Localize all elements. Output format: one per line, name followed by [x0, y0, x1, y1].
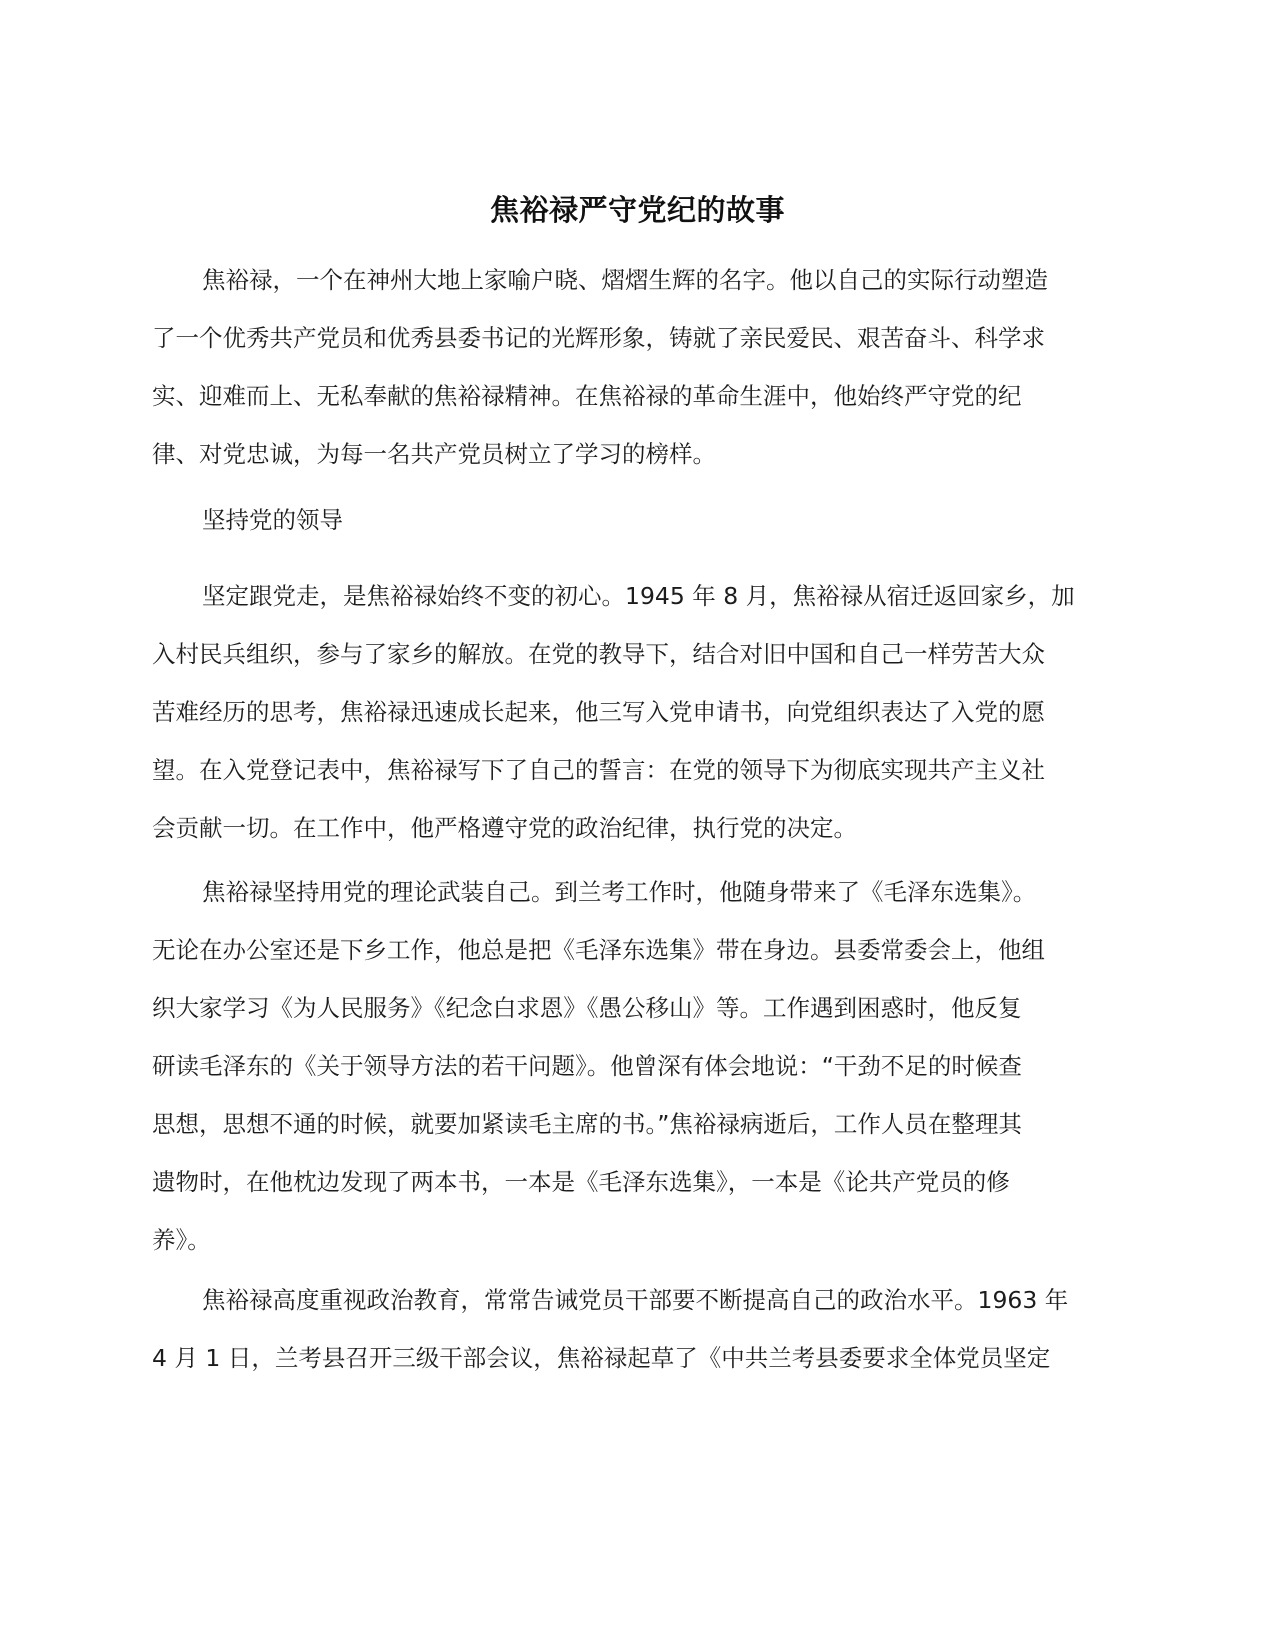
paragraph-line: 焦裕禄高度重视政治教育，常常告诫党员干部要不断提高自己的政治水平。1963 年 [202, 1286, 1069, 1314]
paragraph-line: 思想，思想不通的时候，就要加紧读毛主席的书。”焦裕禄病逝后，工作人员在整理其 [152, 1110, 1022, 1138]
paragraph-line: 实、迎难而上、无私奉献的焦裕禄精神。在焦裕禄的革命生涯中，他始终严守党的纪 [152, 382, 1022, 410]
paragraph-line: 望。在入党登记表中，焦裕禄写下了自己的誓言：在党的领导下为彻底实现共产主义社 [152, 756, 1045, 784]
paragraph-intro [152, 251, 1112, 483]
paragraph-line: 了一个优秀共产党员和优秀县委书记的光辉形象，铸就了亲民爱民、艰苦奋斗、科学求 [152, 324, 1045, 352]
paragraph-line: 焦裕禄坚持用党的理论武装自己。到兰考工作时，他随身带来了《毛泽东选集》。 [202, 878, 1037, 906]
paragraph-line: 研读毛泽东的《关于领导方法的若干问题》。他曾深有体会地说：“干劲不足的时候查 [152, 1052, 1022, 1080]
document-title: 焦裕禄严守党纪的故事 [489, 193, 785, 227]
paragraph-line: 织大家学习《为人民服务》《纪念白求恩》《愚公移山》等。工作遇到困惑时，他反复 [152, 994, 1022, 1022]
paragraph-line: 养》。 [152, 1226, 211, 1254]
paragraph-line: 4 月 1 日，兰考县召开三级干部会议，焦裕禄起草了《中共兰考县委要求全体党员坚定 [152, 1344, 1051, 1372]
paragraph-line: 坚定跟党走，是焦裕禄始终不变的初心。1945 年 8 月，焦裕禄从宿迁返回家乡，加 [202, 582, 1075, 610]
paragraph-line: 遗物时，在他枕边发现了两本书，一本是《毛泽东选集》，一本是《论共产党员的修 [152, 1168, 1010, 1196]
paragraph-follow-party [152, 567, 1112, 857]
paragraph-political-education [152, 1271, 1112, 1387]
paragraph-line: 无论在办公室还是下乡工作，他总是把《毛泽东选集》带在身边。县委常委会上，他组 [152, 936, 1045, 964]
paragraph-line: 焦裕禄，一个在神州大地上家喻户晓、熠熠生辉的名字。他以自己的实际行动塑造 [202, 266, 1048, 294]
section-heading [152, 491, 1112, 549]
paragraph-line: 律、对党忠诚，为每一名共产党员树立了学习的榜样。 [152, 440, 716, 468]
paragraph-line: 入村民兵组织，参与了家乡的解放。在党的教导下，结合对旧中国和自己一样劳苦大众 [152, 640, 1045, 668]
paragraph-theory-study [152, 863, 1112, 1269]
section-heading-text: 坚持党的领导 [202, 506, 343, 534]
paragraph-line: 会贡献一切。在工作中，他严格遵守党的政治纪律，执行党的决定。 [152, 814, 857, 842]
paragraph-line: 苦难经历的思考，焦裕禄迅速成长起来，他三写入党申请书，向党组织表达了入党的愿 [152, 698, 1045, 726]
